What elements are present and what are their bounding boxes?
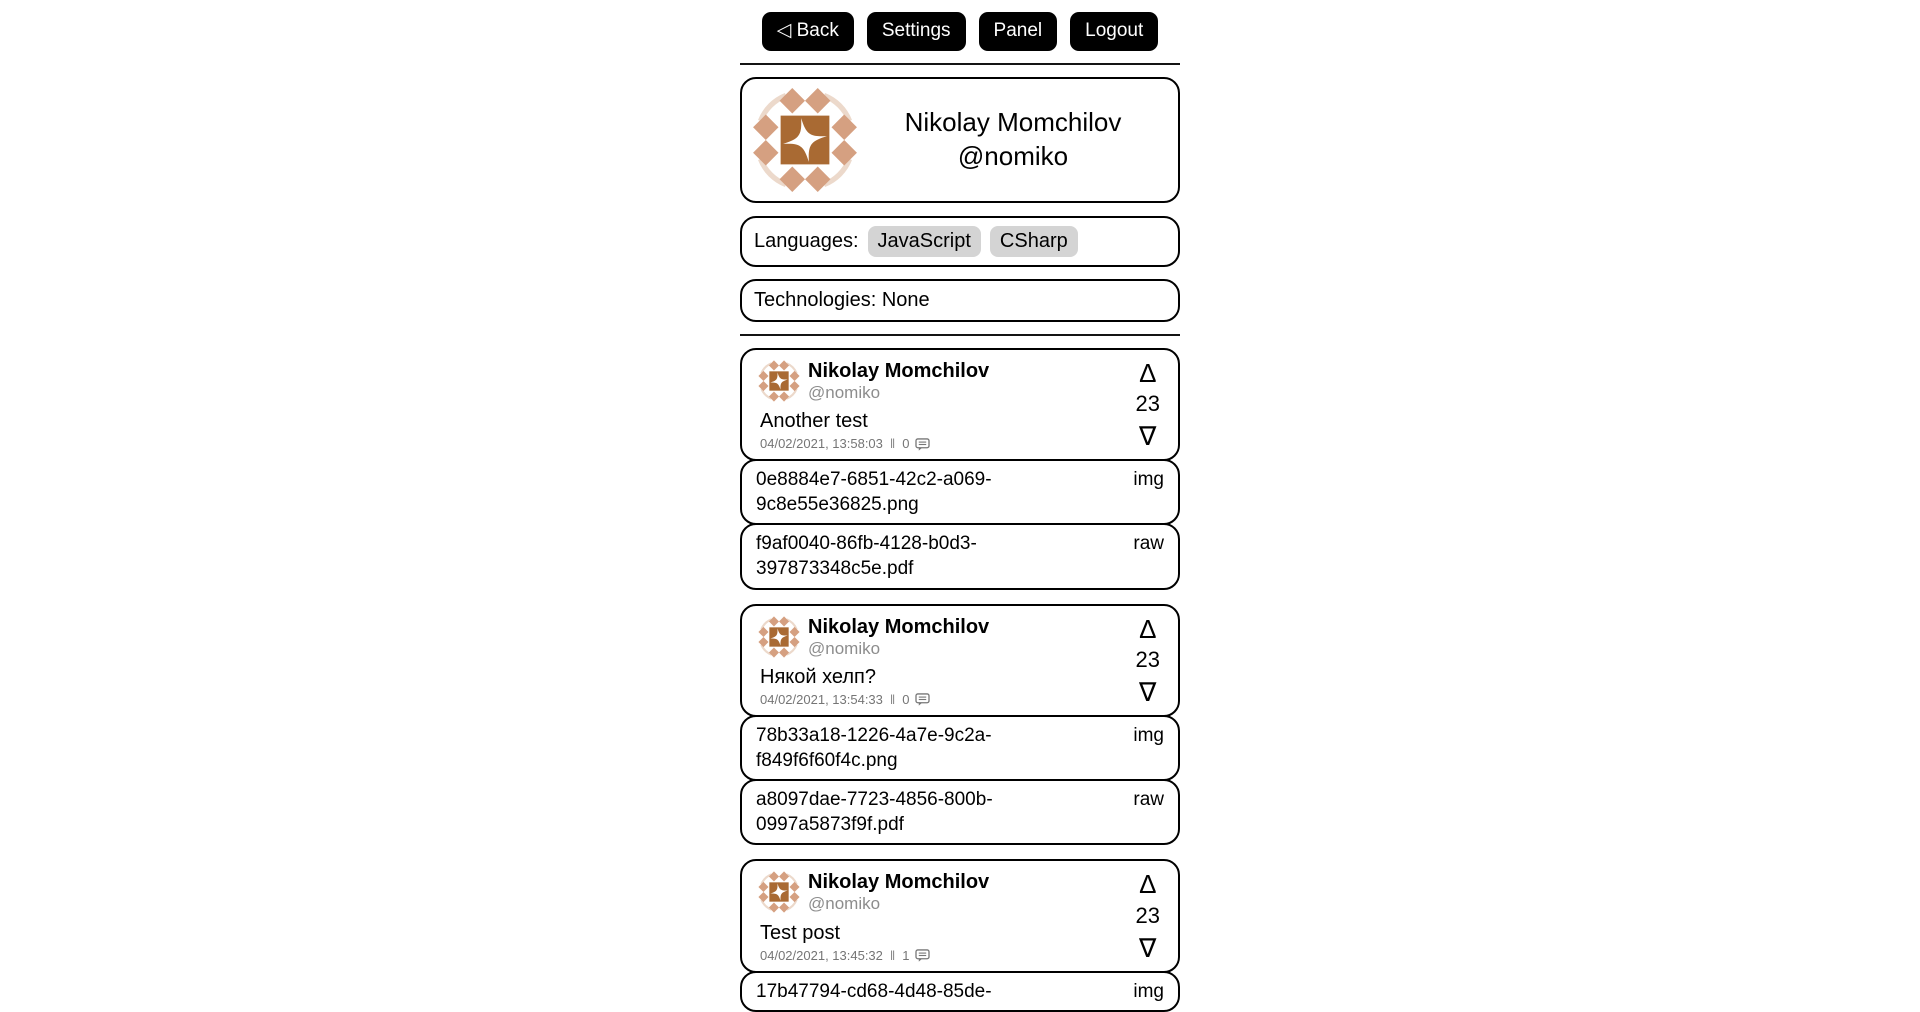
avatar [752,87,858,193]
profile-handle: @nomiko [957,140,1069,171]
attachment-row[interactable] [740,523,1180,589]
post-identity [808,615,989,659]
vote-column [1135,613,1160,707]
post-header [758,615,1108,659]
back-button[interactable]: ◁ Back [762,12,854,51]
comment-count: 0 [902,436,910,452]
post-group [740,859,1180,1011]
downvote-icon[interactable]: ∇ [1139,932,1157,963]
post-meta [760,436,1108,451]
post-header [758,870,1108,914]
meta-separator: ‖ [889,691,896,707]
comment-icon [915,438,930,451]
profile-card [740,77,1180,203]
post-timestamp: 04/02/2021, 13:45:32 [760,947,883,963]
attachment-type: img [1133,980,1164,1002]
downvote-icon[interactable]: ∇ [1139,421,1157,452]
posts-divider [740,334,1180,336]
upvote-icon[interactable]: Δ [1139,357,1157,388]
post-group [740,604,1180,846]
post-card[interactable] [740,604,1180,717]
meta-separator: ‖ [889,436,896,452]
languages-card [740,216,1180,267]
language-badge: JavaScript [868,226,981,257]
attachment-filename: 78b33a18-1226-4a7e-9c2a-f849f6f60f4c.png [756,724,992,771]
post-timestamp: 04/02/2021, 13:58:03 [760,436,883,452]
avatar [758,871,800,913]
vote-count: 23 [1135,647,1160,673]
post-card[interactable] [740,348,1180,461]
settings-button[interactable]: Settings [867,12,966,51]
vote-column [1135,357,1160,452]
post-meta [760,948,1108,963]
attachment-row[interactable] [740,459,1180,525]
post-text: Another test [760,410,868,433]
attachment-filename: 0e8884e7-6851-42c2-a069-9c8e55e36825.png [756,469,992,516]
upvote-icon[interactable]: Δ [1139,613,1157,644]
language-badge: CSharp [990,226,1078,257]
post-card[interactable] [740,859,1180,972]
post-text: Някой хелп? [760,665,876,688]
profile-names [858,106,1168,174]
post-author: Nikolay Momchilov [808,871,990,894]
post-timestamp: 04/02/2021, 13:54:33 [760,691,883,707]
post-meta [760,692,1108,707]
panel-button[interactable]: Panel [979,12,1058,51]
attachment-type: img [1133,724,1164,746]
top-toolbar [740,12,1180,51]
attachment-filename: a8097dae-7723-4856-800b-0997a5873f9f.pdf [756,789,993,836]
attachment-row[interactable] [740,971,1180,1012]
logout-button[interactable]: Logout [1070,12,1158,51]
vote-count: 23 [1135,391,1160,417]
attachment-filename: f9af0040-86fb-4128-b0d3-397873348c5e.pdf [756,533,977,580]
technologies-label: Technologies: None [754,288,930,311]
post-handle: @nomiko [808,382,881,402]
technologies-card [740,279,1180,322]
post-author: Nikolay Momchilov [808,615,990,638]
post-handle: @nomiko [808,894,881,914]
comment-count: 0 [902,691,910,707]
post-identity [808,359,989,403]
attachment-type: raw [1133,533,1164,555]
profile-page [740,0,1180,1012]
attachment-type: raw [1133,789,1164,811]
post-group [740,348,1180,590]
avatar [758,616,800,658]
post-author: Nikolay Momchilov [808,359,990,382]
languages-label: Languages: [754,229,859,252]
attachment-type: img [1133,469,1164,491]
attachment-row[interactable] [740,779,1180,845]
attachment-filename: 17b47794-cd68-4d48-85de- [756,980,992,1002]
post-identity [808,870,989,914]
profile-name: Nikolay Momchilov [904,107,1122,137]
comment-count: 1 [902,947,910,963]
comment-icon [915,693,930,706]
upvote-icon[interactable]: Δ [1139,869,1157,900]
downvote-icon[interactable]: ∇ [1139,676,1157,707]
vote-column [1135,869,1160,963]
comment-icon [915,949,930,962]
meta-separator: ‖ [889,947,896,963]
avatar [758,360,800,402]
post-text: Test post [760,921,841,944]
post-header [758,359,1108,403]
toolbar-divider [740,63,1180,65]
attachment-row[interactable] [740,715,1180,781]
vote-count: 23 [1135,902,1160,928]
post-handle: @nomiko [808,638,881,658]
